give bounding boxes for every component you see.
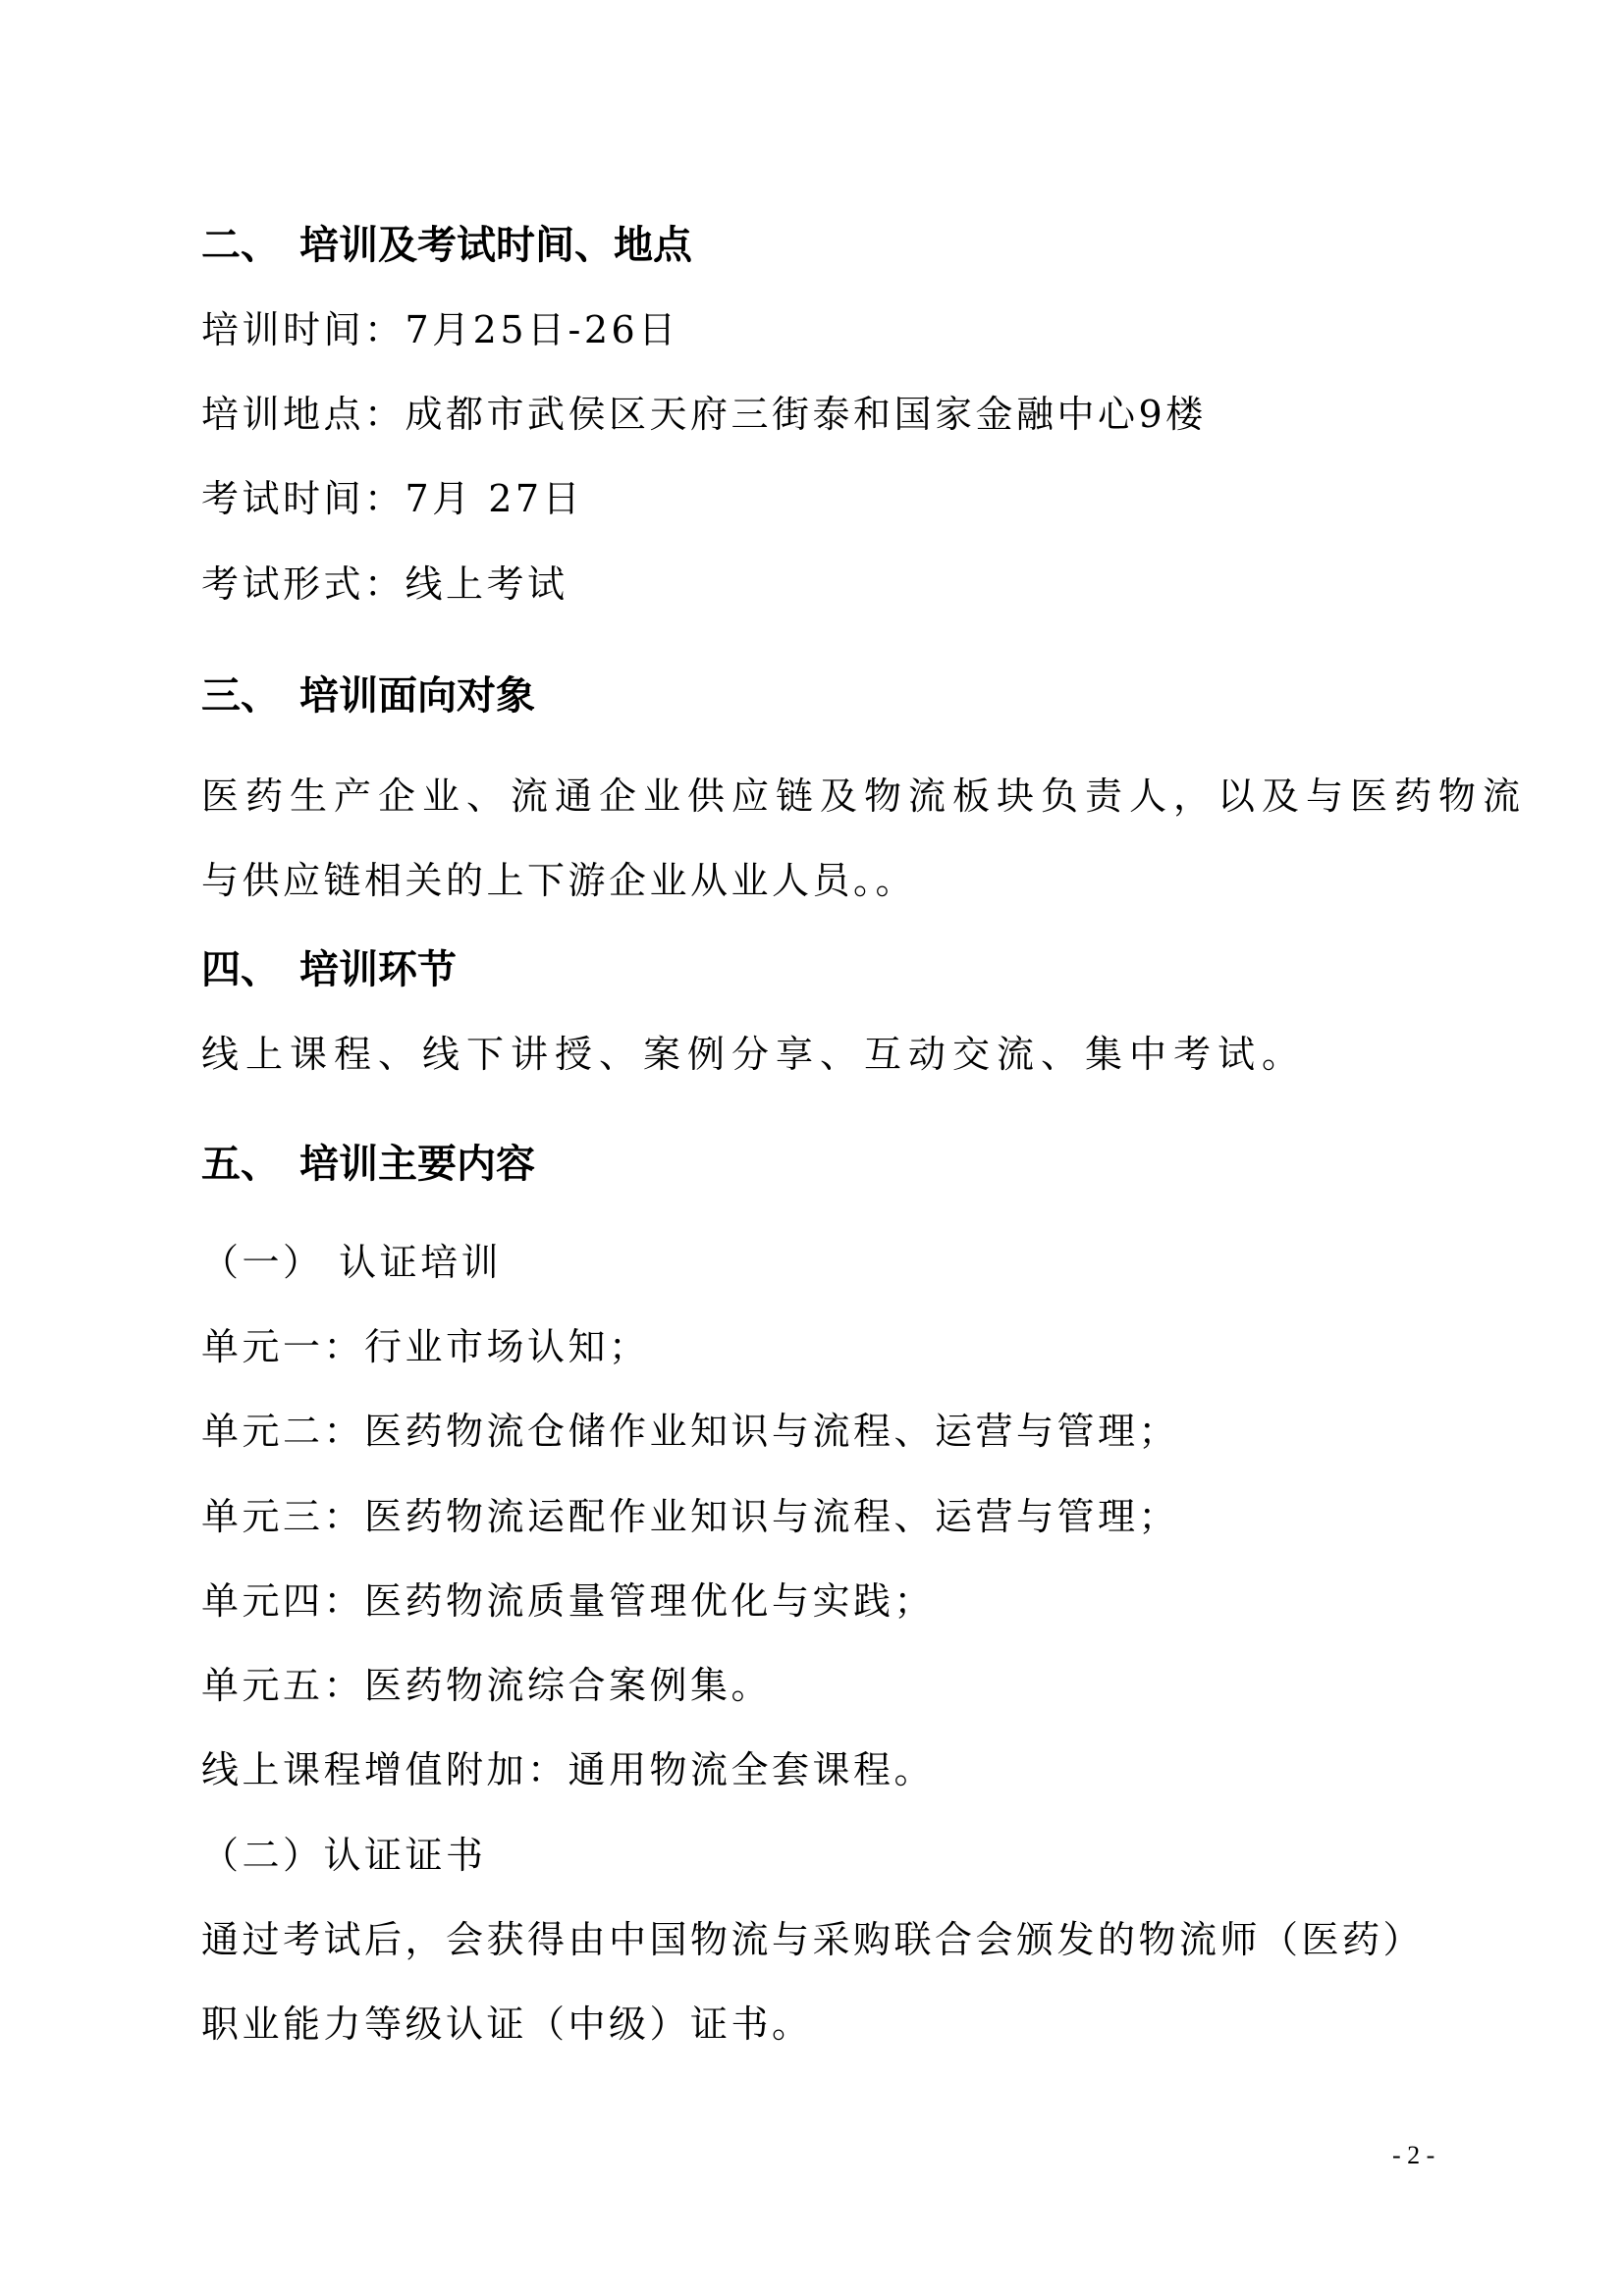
exam-format: 考试形式：线上考试	[201, 562, 568, 606]
subheading-certificate: （二）认证证书	[201, 1834, 487, 1877]
audience-line-1: 医药生产企业、流通企业供应链及物流板块负责人，以及与医药物流	[201, 774, 1528, 818]
unit-item: 单元五：医药物流综合案例集。	[201, 1664, 773, 1707]
unit-item: 单元三：医药物流运配作业知识与流程、运营与管理；	[201, 1495, 1180, 1538]
audience-line-2: 与供应链相关的上下游企业从业人员。。	[201, 859, 917, 902]
certificate-line-1: 通过考试后，会获得由中国物流与采购联合会颁发的物流师（医药）	[201, 1918, 1425, 1961]
section-number: 四、	[201, 947, 280, 992]
section-title: 培训及考试时间、地点	[299, 223, 692, 268]
training-place: 培训地点：成都市武侯区天府三街泰和国家金融中心9楼	[201, 393, 1207, 436]
online-extra: 线上课程增值附加：通用物流全套课程。	[201, 1748, 936, 1791]
unit-item: 单元一：行业市场认知；	[201, 1325, 650, 1368]
section-number: 三、	[201, 673, 280, 719]
section-title: 培训面向对象	[299, 673, 535, 719]
section-number: 二、	[201, 223, 280, 268]
certificate-line-2: 职业能力等级认证（中级）证书。	[201, 2002, 813, 2046]
subheading-certification-training: （一） 认证培训	[201, 1241, 503, 1284]
section-heading-3	[201, 672, 535, 720]
section-title: 培训主要内容	[299, 1142, 535, 1187]
training-time: 培训时间：7月25日-26日	[201, 308, 679, 351]
unit-item: 单元四：医药物流质量管理优化与实践；	[201, 1579, 936, 1623]
section-heading-4	[201, 946, 457, 993]
unit-item: 单元二：医药物流仓储作业知识与流程、运营与管理；	[201, 1410, 1180, 1453]
training-stages: 线上课程、线下讲授、案例分享、互动交流、集中考试。	[201, 1033, 1307, 1076]
exam-time: 考试时间：7月 27日	[201, 477, 584, 520]
section-heading-2	[201, 222, 692, 269]
page-number: - 2 -	[1392, 2141, 1435, 2169]
section-title: 培训环节	[299, 947, 457, 992]
section-heading-5	[201, 1141, 535, 1188]
section-number: 五、	[201, 1142, 280, 1187]
